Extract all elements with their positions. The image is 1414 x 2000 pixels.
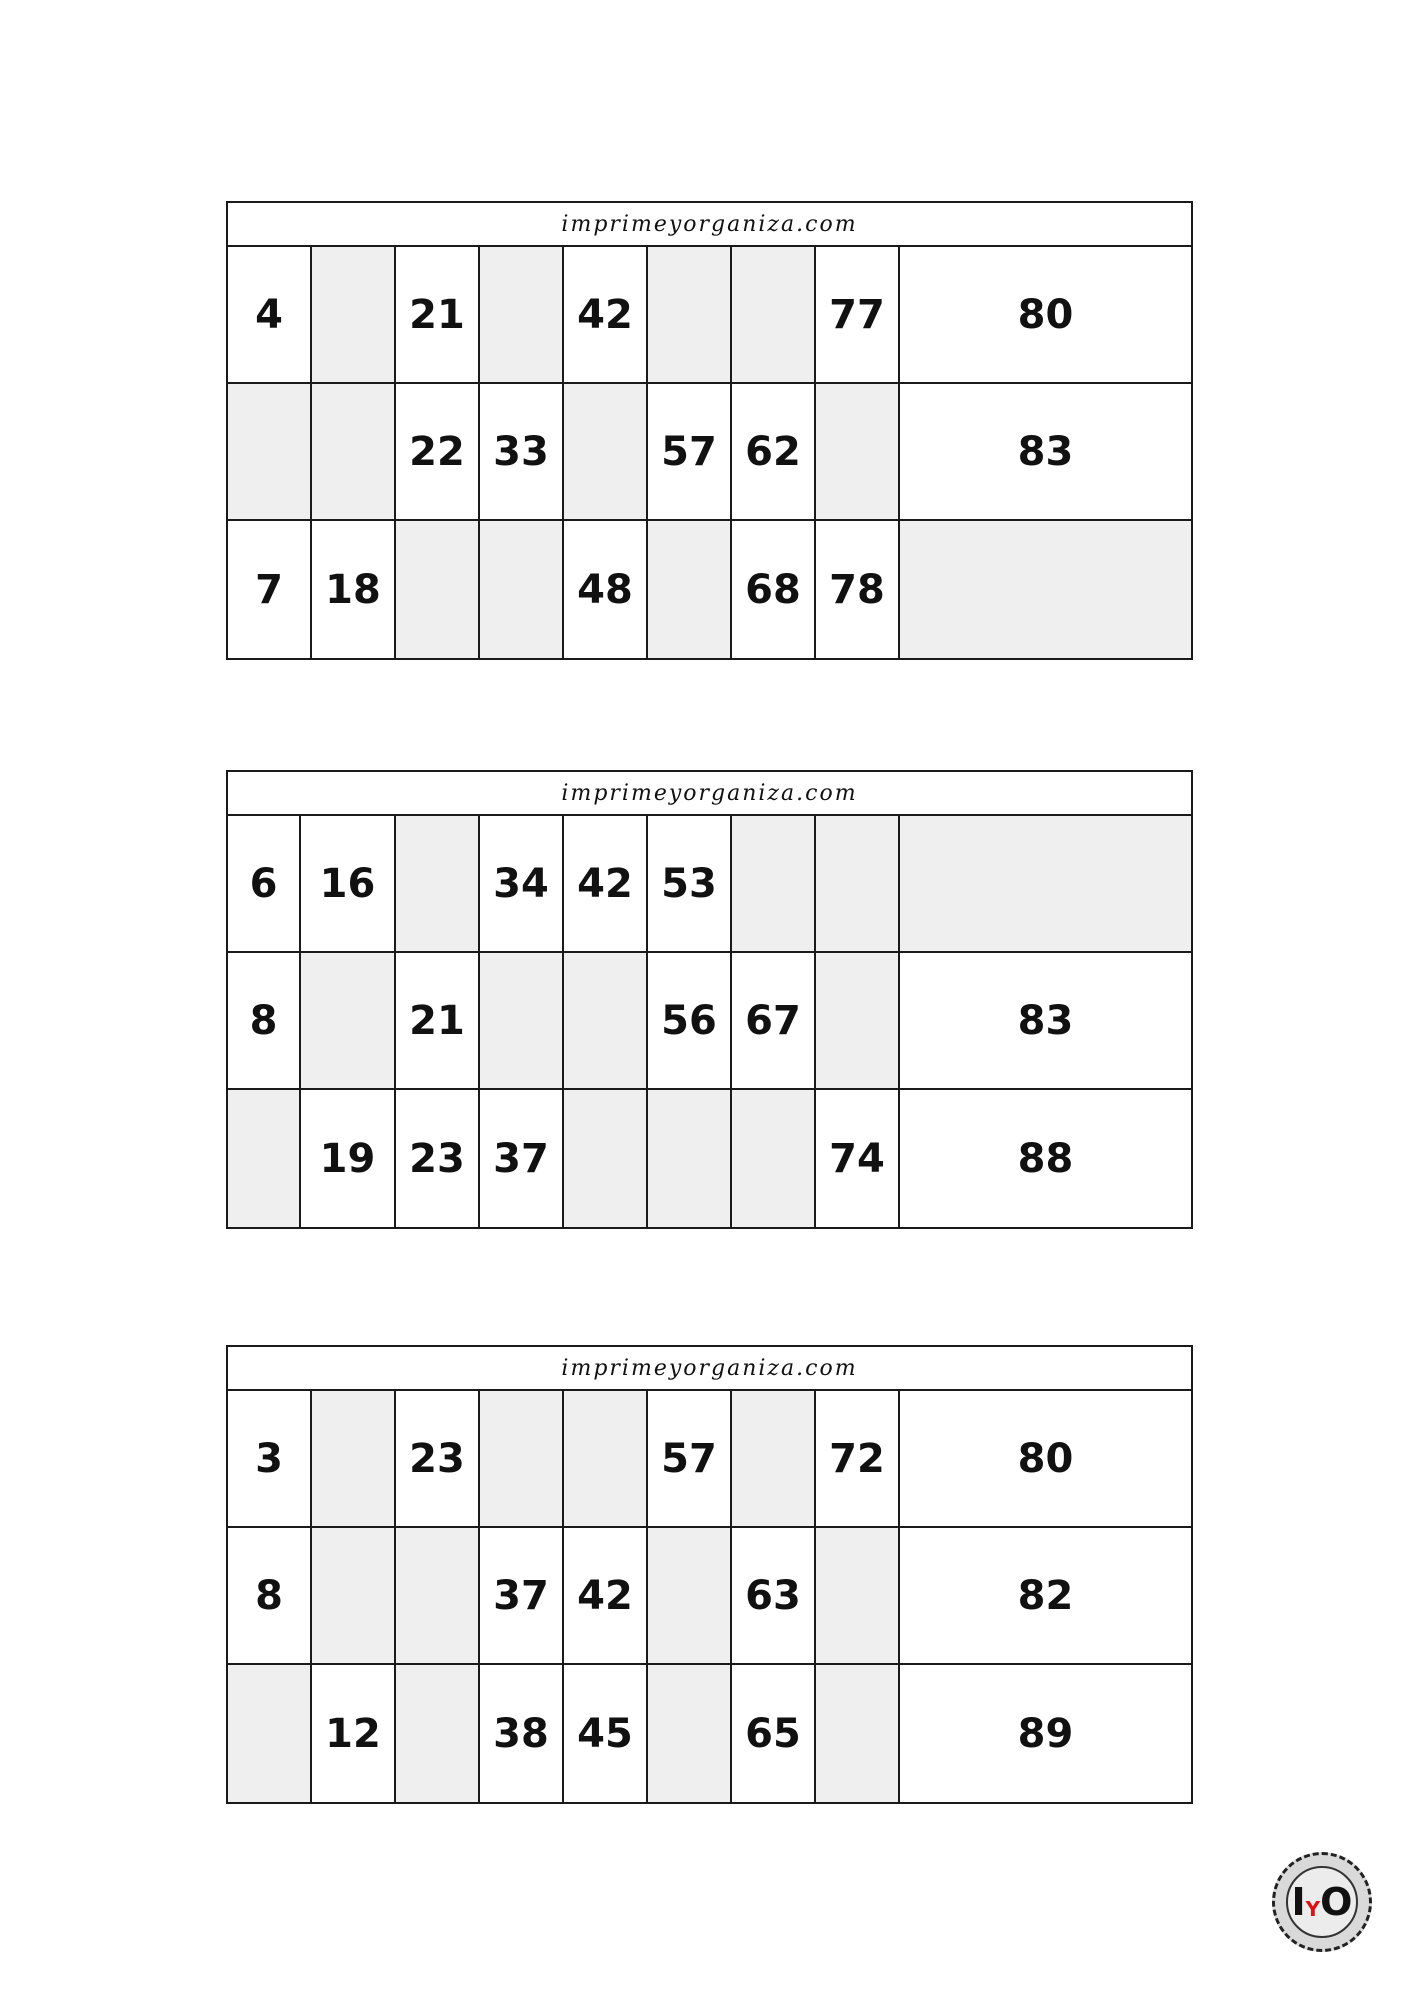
number-cell: 19: [301, 1090, 396, 1227]
card-row: [228, 384, 1191, 521]
empty-cell: [312, 384, 396, 521]
empty-cell: [228, 1665, 312, 1802]
empty-cell: [732, 1391, 816, 1528]
card-grid: [228, 816, 1191, 1227]
number-cell: 4: [228, 247, 312, 384]
number-cell: 21: [396, 247, 480, 384]
number-cell: 83: [900, 953, 1191, 1090]
number-cell: 77: [816, 247, 900, 384]
number-cell: 67: [732, 953, 816, 1090]
number-cell: 7: [228, 521, 312, 658]
empty-cell: [732, 816, 816, 953]
number-cell: 57: [648, 384, 732, 521]
empty-cell: [900, 521, 1191, 658]
card-row: [228, 1528, 1191, 1665]
number-cell: 38: [480, 1665, 564, 1802]
empty-cell: [816, 816, 900, 953]
empty-cell: [396, 816, 480, 953]
empty-cell: [564, 1090, 648, 1227]
number-cell: 22: [396, 384, 480, 521]
number-cell: 62: [732, 384, 816, 521]
number-cell: 18: [312, 521, 396, 658]
number-cell: 80: [900, 1391, 1191, 1528]
number-cell: 42: [564, 1528, 648, 1665]
number-cell: 37: [480, 1090, 564, 1227]
empty-cell: [480, 1391, 564, 1528]
card-header: imprimeyorganiza.com: [228, 772, 1191, 816]
empty-cell: [301, 953, 396, 1090]
empty-cell: [648, 521, 732, 658]
number-cell: 23: [396, 1391, 480, 1528]
number-cell: 45: [564, 1665, 648, 1802]
number-cell: 16: [301, 816, 396, 953]
card-grid: [228, 1391, 1191, 1802]
number-cell: 23: [396, 1090, 480, 1227]
number-cell: 42: [564, 247, 648, 384]
card-row: [228, 1391, 1191, 1528]
number-cell: 12: [312, 1665, 396, 1802]
iyo-logo: [1272, 1852, 1372, 1952]
card-header: imprimeyorganiza.com: [228, 1347, 1191, 1391]
empty-cell: [900, 816, 1191, 953]
empty-cell: [228, 1090, 301, 1227]
number-cell: 68: [732, 521, 816, 658]
card-row: [228, 953, 1191, 1090]
number-cell: 53: [648, 816, 732, 953]
bingo-card-1: [226, 201, 1193, 660]
number-cell: 82: [900, 1528, 1191, 1665]
number-cell: 56: [648, 953, 732, 1090]
logo-letter-y: Y: [1305, 1897, 1321, 1921]
empty-cell: [648, 1528, 732, 1665]
empty-cell: [564, 1391, 648, 1528]
empty-cell: [816, 1665, 900, 1802]
number-cell: 21: [396, 953, 480, 1090]
number-cell: 65: [732, 1665, 816, 1802]
number-cell: 34: [480, 816, 564, 953]
number-cell: 48: [564, 521, 648, 658]
card-row: [228, 816, 1191, 953]
empty-cell: [228, 384, 312, 521]
empty-cell: [816, 384, 900, 521]
logo-letter-i: I: [1291, 1880, 1306, 1924]
empty-cell: [312, 1391, 396, 1528]
number-cell: 78: [816, 521, 900, 658]
card-row: [228, 247, 1191, 384]
logo-badge: [1286, 1866, 1358, 1938]
number-cell: 8: [228, 1528, 312, 1665]
card-grid: [228, 247, 1191, 658]
number-cell: 63: [732, 1528, 816, 1665]
empty-cell: [732, 1090, 816, 1227]
card-row: [228, 521, 1191, 658]
number-cell: 6: [228, 816, 301, 953]
number-cell: 33: [480, 384, 564, 521]
empty-cell: [480, 953, 564, 1090]
number-cell: 57: [648, 1391, 732, 1528]
number-cell: 88: [1017, 1135, 1074, 1182]
empty-cell: [648, 1090, 732, 1227]
card-header: imprimeyorganiza.com: [228, 203, 1191, 247]
number-cell: 42: [564, 816, 648, 953]
empty-cell: [312, 1528, 396, 1665]
bingo-card-2: [226, 770, 1193, 1229]
empty-cell: [816, 953, 900, 1090]
empty-cell: [564, 384, 648, 521]
empty-cell: [480, 247, 564, 384]
empty-cell: [312, 247, 396, 384]
bingo-card-3: [226, 1345, 1193, 1804]
number-cell: 3: [228, 1391, 312, 1528]
empty-cell: [396, 1665, 480, 1802]
number-cell: 8: [228, 953, 301, 1090]
empty-cell: [816, 1528, 900, 1665]
empty-cell: [396, 1528, 480, 1665]
number-cell: 89: [1017, 1710, 1074, 1757]
number-cell: 74: [816, 1090, 900, 1227]
card-row: [228, 1665, 1191, 1802]
empty-cell: [396, 521, 480, 658]
number-cell: 37: [480, 1528, 564, 1665]
empty-cell: [480, 521, 564, 658]
empty-cell: [564, 953, 648, 1090]
number-cell: 72: [816, 1391, 900, 1528]
logo-letter-o: O: [1320, 1880, 1353, 1924]
empty-cell: [648, 1665, 732, 1802]
empty-cell: [732, 247, 816, 384]
empty-cell: [648, 247, 732, 384]
card-row: [228, 1090, 1191, 1227]
number-cell: 80: [900, 247, 1191, 384]
number-cell: 83: [900, 384, 1191, 521]
